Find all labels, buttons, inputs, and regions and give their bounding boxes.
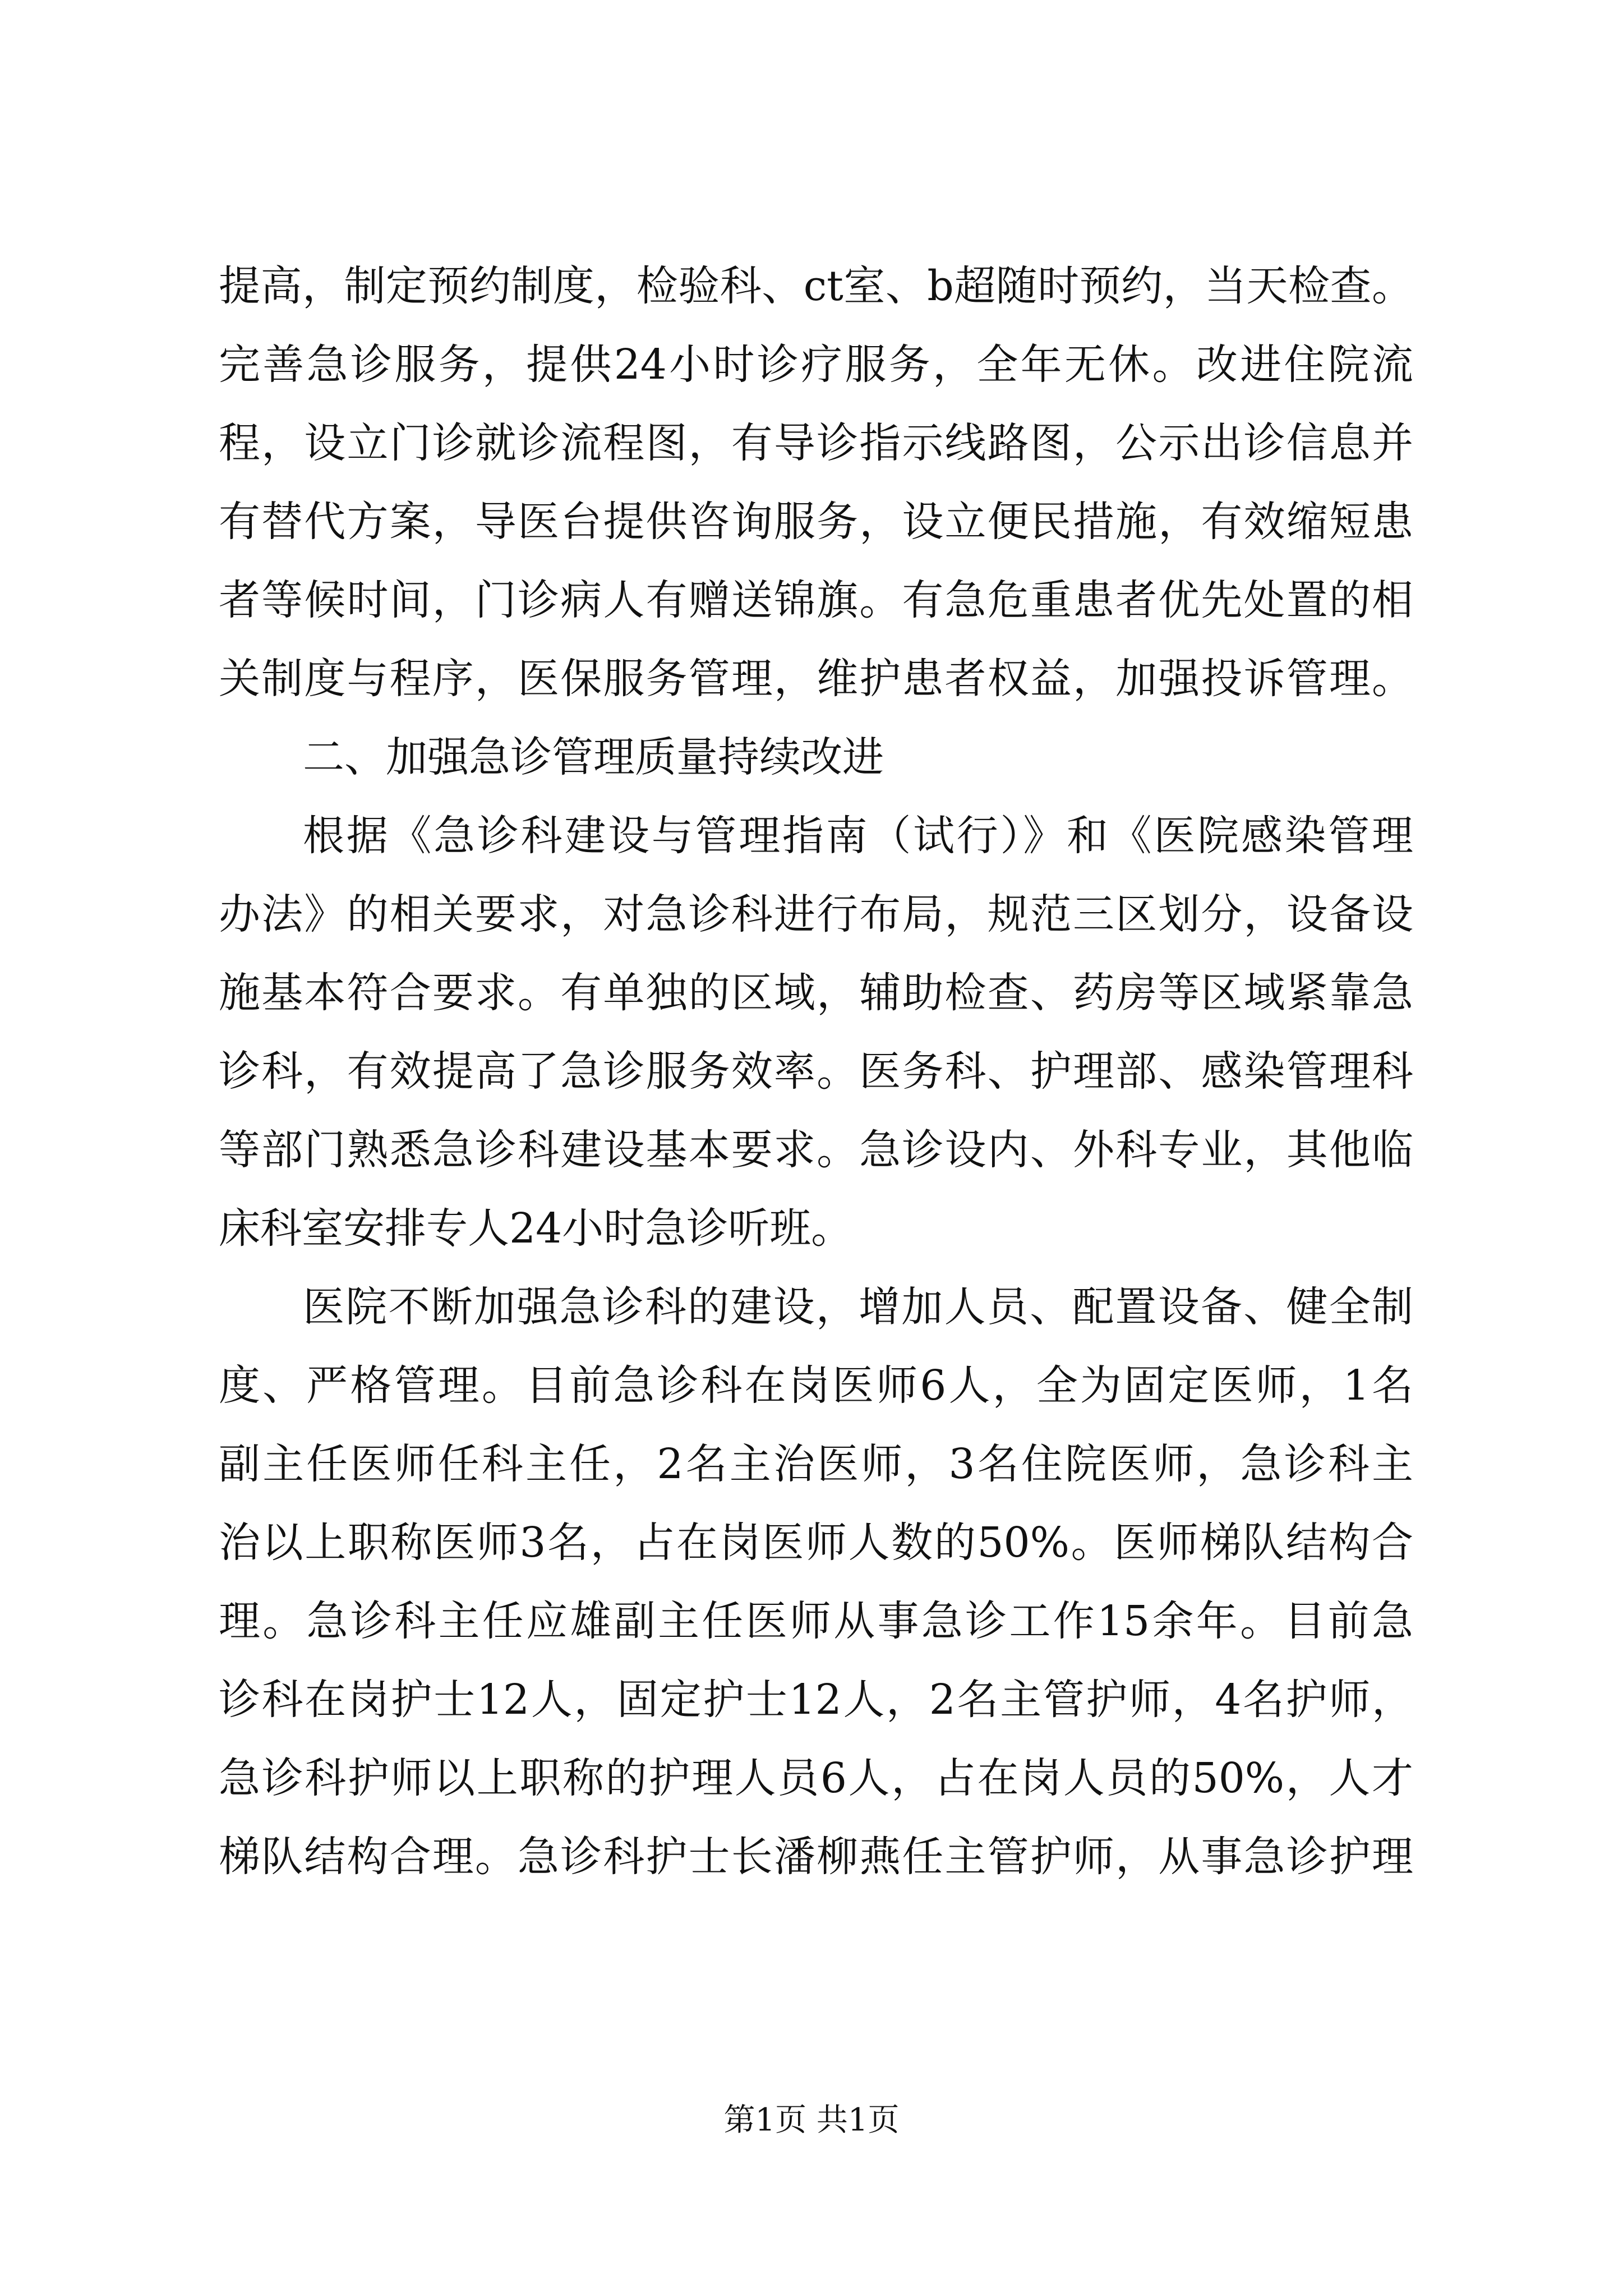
paragraph-line: 等部门熟悉急诊科建设基本要求。急诊设内、外科专业，其他临 — [219, 1126, 1413, 1174]
paragraph-line: 程，设立门诊就诊流程图，有导诊指示线路图，公示出诊信息并 — [219, 419, 1413, 467]
paragraph-line: 度、严格管理。目前急诊科在岗医师6人，全为固定医师，1名 — [219, 1361, 1413, 1410]
paragraph-line: 提高，制定预约制度，检验科、ct室、b超随时预约，当天检查。 — [219, 262, 1413, 310]
page-footer — [0, 2098, 1623, 2143]
paragraph-line: 者等候时间，门诊病人有赠送锦旗。有急危重患者优先处置的相 — [219, 576, 1413, 624]
paragraph-line: 完善急诊服务，提供24小时诊疗服务，全年无休。改进住院流 — [219, 341, 1413, 389]
paragraph-line: 理。急诊科主任应雄副主任医师从事急诊工作15余年。目前急 — [219, 1597, 1413, 1645]
paragraph-line: 根据《急诊科建设与管理指南（试行）》和《医院感染管理 — [303, 812, 1413, 860]
paragraph-line: 有替代方案，导医台提供咨询服务，设立便民措施，有效缩短患 — [219, 498, 1413, 546]
paragraph-line: 办法》的相关要求，对急诊科进行布局，规范三区划分，设备设 — [219, 890, 1413, 938]
paragraph-line: 诊科，有效提高了急诊服务效率。医务科、护理部、感染管理科 — [219, 1047, 1413, 1096]
document-body — [219, 247, 1413, 1896]
paragraph-line: 急诊科护师以上职称的护理人员6人，占在岗人员的50%，人才 — [219, 1754, 1413, 1802]
paragraph-line: 治以上职称医师3名，占在岗医师人数的50%。医师梯队结构合 — [219, 1519, 1413, 1567]
section-heading: 二、加强急诊管理质量持续改进 — [303, 733, 884, 781]
paragraph-line: 诊科在岗护士12人，固定护士12人，2名主管护师，4名护师， — [219, 1676, 1413, 1724]
paragraph-line: 医院不断加强急诊科的建设，增加人员、配置设备、健全制 — [303, 1283, 1413, 1331]
paragraph-line: 床科室安排专人24小时急诊听班。 — [219, 1204, 853, 1253]
paragraph-line: 关制度与程序，医保服务管理，维护患者权益，加强投诉管理。 — [219, 655, 1413, 703]
paragraph-line: 施基本符合要求。有单独的区域，辅助检查、药房等区域紧靠急 — [219, 969, 1413, 1017]
paragraph-line: 梯队结构合理。急诊科护士长潘柳燕任主管护师，从事急诊护理 — [219, 1833, 1413, 1881]
paragraph-line: 副主任医师任科主任，2名主治医师，3名住院医师，急诊科主 — [219, 1440, 1413, 1488]
page-number-label: 第1页 共1页 — [723, 2102, 900, 2138]
